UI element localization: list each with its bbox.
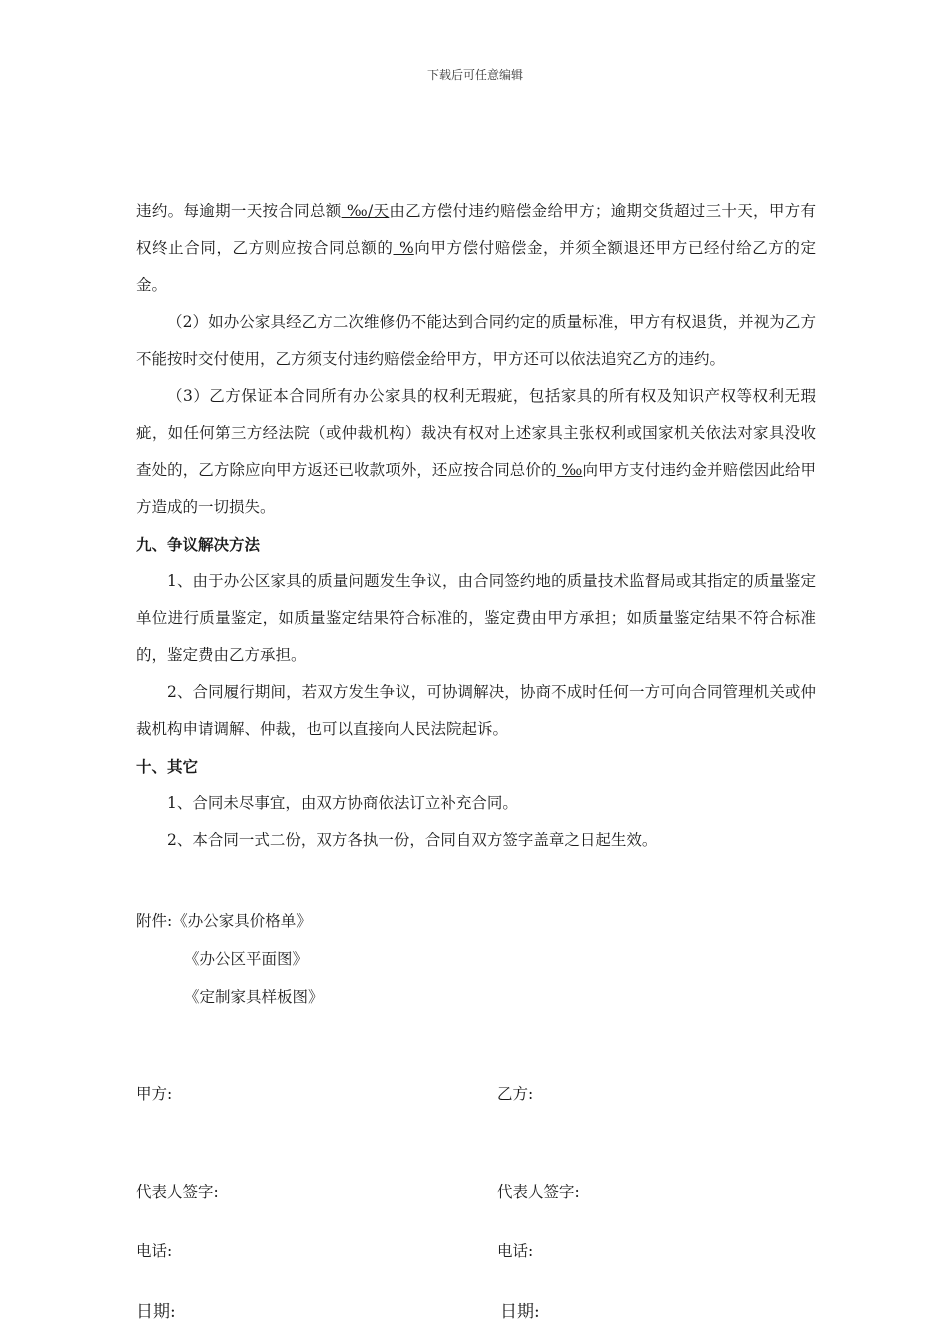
paragraph-warranty	[136, 378, 816, 526]
other-item-2: 2、本合同一式二份，双方各执一份，合同自双方签字盖章之日起生效。	[167, 831, 658, 849]
text: （3）乙方保证本合同所有办公家具的权利无瑕疵，包括家具的所有权及知识产权等权利无瑕疵，如任何第三方经法院（或仲裁机构）裁决有权对上述家具主张权利或国家机关依法对家具没收查处的，乙方除应向甲方返还已收款项外，还应按合同总价的	[136, 387, 816, 479]
text: 向甲方支付违约金并赔偿因此给甲方造成的一切损失。	[136, 461, 816, 516]
rep-a-label: 代表人签字:	[136, 1183, 219, 1201]
blank-field: ‰/天	[341, 202, 390, 220]
text: 由乙方偿付违约赔偿金给甲方；逾期交货超过三十天，甲方有权终止合同，乙方则应按合同总额的	[136, 202, 816, 257]
section-title-other: 十、其它	[136, 757, 199, 776]
attachment-item: 《定制家具样板图》	[184, 988, 324, 1006]
section-title-dispute: 九、争议解决方法	[136, 535, 261, 554]
attachment-label: 附件:《办公家具价格单》	[136, 912, 312, 930]
contract-body	[136, 193, 816, 859]
paragraph-repair: （2）如办公家具经乙方二次维修仍不能达到合同约定的质量标准，甲方有权退货，并视为乙方不能按时交付使用，乙方须支付违约赔偿金给甲方，甲方还可以依法追究乙方的违约。	[136, 313, 816, 368]
date-b-label: 日期:	[500, 1302, 540, 1322]
text: 违约。每逾期一天按合同总额	[136, 202, 342, 220]
attachment-item: 《办公区平面图》	[184, 950, 309, 968]
rep-b-label: 代表人签字:	[497, 1183, 580, 1201]
party-b-label: 乙方:	[497, 1085, 534, 1103]
phone-b-label: 电话:	[497, 1242, 534, 1260]
party-a-label: 甲方:	[136, 1085, 173, 1103]
dispute-item-1: 1、由于办公区家具的质量问题发生争议，由合同签约地的质量技术监督局或其指定的质量鉴定单位进行质量鉴定，如质量鉴定结果符合标准的，鉴定费由甲方承担；如质量鉴定结果不符合标准的，鉴定费由乙方承担。	[136, 572, 816, 664]
phone-a-label: 电话:	[136, 1242, 173, 1260]
date-a-label: 日期:	[136, 1302, 176, 1322]
other-item-1: 1、合同未尽事宜，由双方协商依法订立补充合同。	[167, 794, 518, 812]
page-header: 下载后可任意编辑	[426, 68, 523, 82]
blank-field: %	[393, 239, 414, 257]
paragraph-penalty	[136, 193, 816, 304]
attachments	[136, 902, 324, 1016]
dispute-item-2: 2、合同履行期间，若双方发生争议，可协调解决，协商不成时任何一方可向合同管理机关或仲裁机构申请调解、仲裁，也可以直接向人民法院起诉。	[136, 683, 816, 738]
blank-field: ‰	[556, 461, 583, 479]
text: 向甲方偿付赔偿金，并须全额退还甲方已经付给乙方的定金。	[136, 239, 816, 294]
